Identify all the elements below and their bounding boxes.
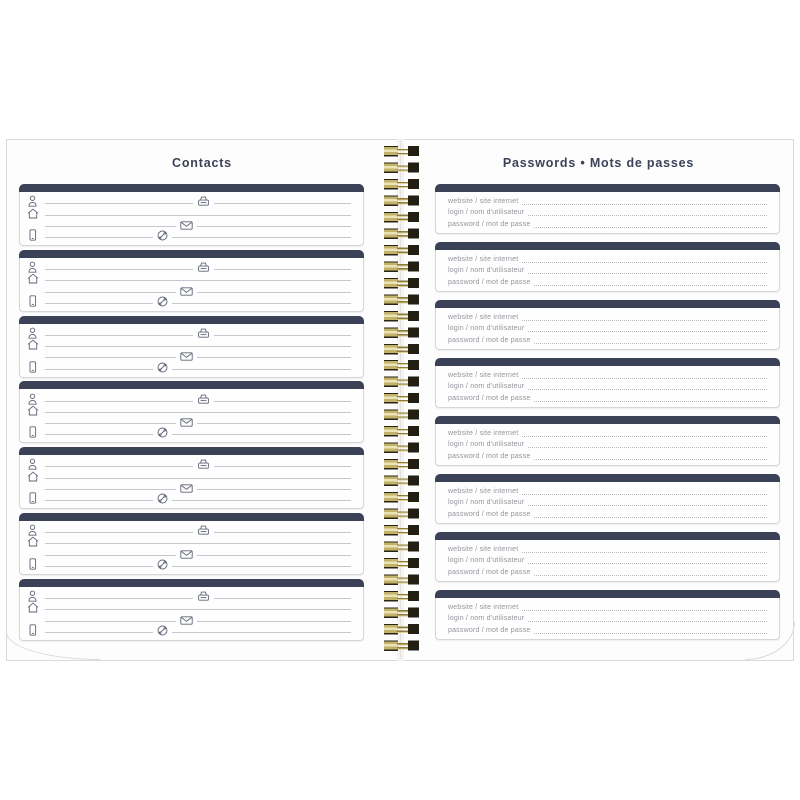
contact-email-row [27,612,355,623]
contact-phone-row [27,558,355,569]
password-field-label: password / mot de passe [448,511,531,518]
write-in-line [172,500,351,501]
phone-icon [157,559,168,570]
website-field-label: website / site internet [448,429,519,437]
block-header-bar [19,579,364,587]
password-field-label: password / mot de passe [448,221,531,228]
write-in-line [45,346,351,347]
write-in-line [45,478,351,479]
write-in-line [45,226,176,227]
contact-entry-block [19,250,364,312]
write-in-line [45,500,153,501]
write-in-line [45,489,176,490]
password-entry-body [435,424,780,466]
dotted-write-in-line [522,320,767,321]
contact-entry-block [19,513,364,575]
password-field-label: password / mot de passe [448,627,531,634]
write-in-line [172,566,351,567]
dotted-write-in-line [522,552,767,553]
dotted-write-in-line [534,401,767,402]
password-blocks [435,184,780,640]
website-field-row [448,310,769,322]
password-entry-body [435,250,780,292]
contact-name-row [27,590,355,601]
website-field-label: website / site internet [448,255,519,263]
contact-phone-row [27,295,355,306]
contact-entry-body [19,389,364,443]
block-header-bar [435,416,780,424]
dotted-write-in-line [528,215,767,216]
write-in-line [197,357,351,358]
dotted-write-in-line [534,517,767,518]
phone-icon [157,230,168,241]
write-in-line [172,303,351,304]
password-field-label: password / mot de passe [448,569,531,576]
login-field-label: login / nom d'utilisateur [448,441,525,449]
website-field-label: website / site internet [448,603,519,611]
contacts-page-title: Contacts [172,156,232,170]
contact-address-row [27,601,355,612]
login-field-label: login / nom d'utilisateur [448,325,525,333]
write-in-line [45,434,153,435]
write-in-line [45,215,351,216]
contact-entry-block [19,447,364,509]
password-field-row [448,507,769,519]
contact-name-row [27,261,355,272]
write-in-line [197,621,351,622]
write-in-line [214,532,351,533]
write-in-line [45,292,176,293]
block-header-bar [19,381,364,389]
password-field-row [448,275,769,287]
write-in-line [197,292,351,293]
dotted-write-in-line [522,436,767,437]
website-field-row [448,426,769,438]
dotted-write-in-line [528,273,767,274]
write-in-line [45,543,351,544]
login-field-row [448,322,769,334]
write-in-line [45,555,176,556]
dotted-write-in-line [534,285,767,286]
phone-icon [157,427,168,438]
phone-icon [157,493,168,504]
binding-gold-loops [384,146,398,657]
write-in-line [45,335,193,336]
mobile-icon [27,361,41,373]
write-in-line [172,237,351,238]
write-in-line [45,621,176,622]
dotted-write-in-line [522,494,767,495]
block-header-bar [19,184,364,192]
password-entry-body [435,308,780,350]
write-in-line [45,269,193,270]
website-field-row [448,368,769,380]
write-in-line [172,632,351,633]
dotted-write-in-line [522,610,767,611]
block-header-bar [435,532,780,540]
password-entry-block [435,300,780,350]
password-field-row [448,449,769,461]
dotted-write-in-line [522,378,767,379]
password-entry-body [435,598,780,640]
website-field-label: website / site internet [448,313,519,321]
password-entry-block [435,474,780,524]
contact-email-row [27,218,355,229]
mobile-icon [27,492,41,504]
login-field-row [448,612,769,624]
dotted-write-in-line [534,459,767,460]
contact-name-row [27,392,355,403]
mobile-icon [27,295,41,307]
website-field-label: website / site internet [448,545,519,553]
password-entry-body [435,482,780,524]
write-in-line [45,303,153,304]
contact-entry-block [19,316,364,378]
password-entry-body [435,540,780,582]
write-in-line [45,598,193,599]
write-in-line [197,489,351,490]
write-in-line [172,369,351,370]
write-in-line [197,423,351,424]
login-field-label: login / nom d'utilisateur [448,499,525,507]
contact-address-row [27,338,355,349]
dotted-write-in-line [528,563,767,564]
contact-phone-row [27,229,355,240]
write-in-line [214,269,351,270]
write-in-line [214,203,351,204]
mobile-icon [27,426,41,438]
website-field-label: website / site internet [448,197,519,205]
contact-address-row [27,206,355,217]
contact-name-row [27,327,355,338]
password-field-label: password / mot de passe [448,395,531,402]
contact-entry-block [19,381,364,443]
password-field-row [448,391,769,403]
dotted-write-in-line [528,621,767,622]
phone-icon [157,362,168,373]
write-in-line [214,598,351,599]
write-in-line [214,401,351,402]
write-in-line [45,357,176,358]
login-field-row [448,206,769,218]
passwords-page-title: Passwords • Mots de passes [502,156,695,170]
website-field-label: website / site internet [448,487,519,495]
spiral-binding [380,146,420,657]
write-in-line [214,466,351,467]
binding-punch-holes [408,146,419,657]
dotted-write-in-line [534,343,767,344]
website-field-row [448,600,769,612]
login-field-label: login / nom d'utilisateur [448,209,525,217]
block-header-bar [435,242,780,250]
phone-icon [157,296,168,307]
block-header-bar [19,316,364,324]
contact-entry-body [19,192,364,246]
password-entry-block [435,358,780,408]
contact-entry-body [19,455,364,509]
block-header-bar [435,358,780,366]
contact-phone-row [27,426,355,437]
password-field-row [448,333,769,345]
block-header-bar [435,590,780,598]
contact-address-row [27,469,355,480]
password-field-row [448,565,769,577]
password-field-label: password / mot de passe [448,337,531,344]
password-entry-block [435,184,780,234]
dotted-write-in-line [534,633,767,634]
block-header-bar [435,300,780,308]
password-field-label: password / mot de passe [448,453,531,460]
dotted-write-in-line [522,204,767,205]
login-field-label: login / nom d'utilisateur [448,383,525,391]
dotted-write-in-line [528,447,767,448]
password-field-row [448,623,769,635]
block-header-bar [19,447,364,455]
password-entry-block [435,242,780,292]
login-field-label: login / nom d'utilisateur [448,615,525,623]
login-field-row [448,264,769,276]
mobile-icon [27,558,41,570]
contact-entry-body [19,521,364,575]
contact-entry-block [19,184,364,246]
write-in-line [197,555,351,556]
write-in-line [45,401,193,402]
contact-email-row [27,415,355,426]
contact-email-row [27,349,355,360]
write-in-line [45,412,351,413]
dotted-write-in-line [534,575,767,576]
contact-address-row [27,404,355,415]
website-field-label: website / site internet [448,371,519,379]
contact-email-row [27,283,355,294]
contact-phone-row [27,360,355,371]
password-field-label: password / mot de passe [448,279,531,286]
write-in-line [45,280,351,281]
password-entry-block [435,532,780,582]
write-in-line [45,466,193,467]
password-entry-body [435,192,780,234]
login-field-row [448,496,769,508]
dotted-write-in-line [522,262,767,263]
password-entry-block [435,416,780,466]
contact-entry-body [19,324,364,378]
dotted-write-in-line [528,331,767,332]
write-in-line [45,237,153,238]
block-header-bar [19,513,364,521]
website-field-row [448,252,769,264]
write-in-line [45,369,153,370]
block-header-bar [435,474,780,482]
write-in-line [172,434,351,435]
write-in-line [45,566,153,567]
contact-name-row [27,195,355,206]
mobile-icon [27,229,41,241]
contact-name-row [27,458,355,469]
contact-email-row [27,481,355,492]
contact-address-row [27,272,355,283]
write-in-line [45,203,193,204]
write-in-line [214,335,351,336]
dotted-write-in-line [528,505,767,506]
passwords-page [404,139,794,661]
write-in-line [197,226,351,227]
block-header-bar [19,250,364,258]
contact-address-row [27,535,355,546]
contact-name-row [27,524,355,535]
website-field-row [448,484,769,496]
login-field-row [448,438,769,450]
password-entry-block [435,590,780,640]
phone-icon [157,625,168,636]
contact-entry-body [19,258,364,312]
login-field-row [448,554,769,566]
password-entry-body [435,366,780,408]
website-field-row [448,194,769,206]
contact-phone-row [27,492,355,503]
login-field-row [448,380,769,392]
contact-blocks [19,184,364,641]
dotted-write-in-line [534,227,767,228]
dotted-write-in-line [528,389,767,390]
website-field-row [448,542,769,554]
block-header-bar [435,184,780,192]
write-in-line [45,423,176,424]
write-in-line [45,532,193,533]
login-field-label: login / nom d'utilisateur [448,267,525,275]
write-in-line [45,609,351,610]
password-field-row [448,217,769,229]
login-field-label: login / nom d'utilisateur [448,557,525,565]
contacts-page [6,139,397,661]
contact-email-row [27,546,355,557]
